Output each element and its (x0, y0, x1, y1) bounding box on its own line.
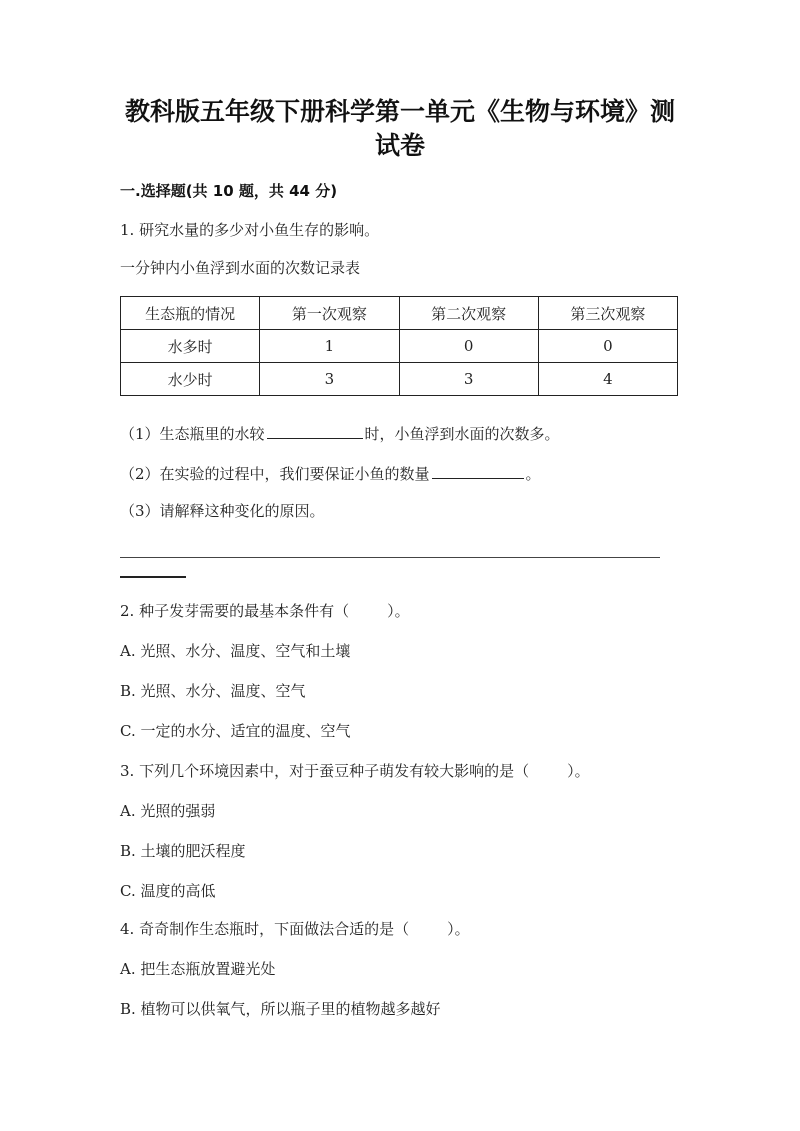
q3-option-a: A. 光照的强弱 (120, 802, 216, 820)
q1-subquestion-2 (120, 462, 541, 484)
table-row (121, 363, 678, 396)
document-title-line-2: 试卷 (374, 131, 425, 160)
table-cell: 3 (260, 363, 399, 396)
q1-sub2-text-before: （2）在实验的过程中，我们要保证小鱼的数量 (120, 465, 430, 483)
q2-stem (120, 601, 410, 621)
q3-stem-after: ）。 (567, 762, 590, 780)
table-header-cell: 生态瓶的情况 (121, 297, 260, 330)
q1-stem: 1. 研究水量的多少对小鱼生存的影响。 (120, 221, 380, 239)
table-cell: 0 (538, 330, 677, 363)
q2-option-c: C. 一定的水分、适宜的温度、空气 (120, 722, 351, 740)
q2-stem-after: ）。 (387, 602, 410, 620)
q2-option-b: B. 光照、水分、温度、空气 (120, 682, 306, 700)
q3-stem-before: 3. 下列几个环境因素中，对于蚕豆种子萌发有较大影响的是（ (120, 762, 530, 780)
q1-table-caption: 一分钟内小鱼浮到水面的次数记录表 (120, 259, 361, 277)
q1-subquestion-3: （3）请解释这种变化的原因。 (120, 502, 325, 520)
table-header-cell: 第二次观察 (399, 297, 538, 330)
q1-sub2-text-after: 。 (525, 465, 541, 483)
q4-option-a: A. 把生态瓶放置避光处 (120, 960, 276, 978)
table-cell: 4 (538, 363, 677, 396)
table-cell: 3 (399, 363, 538, 396)
observation-table (120, 296, 678, 396)
q1-answer-line-end (120, 576, 186, 578)
table-cell: 0 (399, 330, 538, 363)
document-title-line-1: 教科版五年级下册科学第一单元《生物与环境》测 (124, 97, 675, 126)
q3-option-c: C. 温度的高低 (120, 882, 216, 900)
table-header-row (121, 297, 678, 330)
q3-stem (120, 761, 590, 781)
q3-option-b: B. 土壤的肥沃程度 (120, 842, 246, 860)
table-row (121, 330, 678, 363)
q1-answer-line[interactable] (120, 557, 660, 558)
q4-stem-after: ）。 (447, 920, 470, 938)
table-cell: 水多时 (121, 330, 260, 363)
q2-stem-before: 2. 种子发芽需要的最基本条件有（ (120, 602, 350, 620)
q1-subquestion-1 (120, 422, 560, 444)
section-heading: 一.选择题(共 10 题，共 44 分) (120, 182, 338, 200)
table-cell: 水少时 (121, 363, 260, 396)
q4-stem (120, 919, 470, 939)
table-cell: 1 (260, 330, 399, 363)
q1-sub1-answer-blank[interactable] (267, 422, 363, 439)
q1-sub2-answer-blank[interactable] (432, 462, 524, 479)
q1-sub1-text-before: （1）生态瓶里的水较 (120, 425, 265, 443)
q4-option-b: B. 植物可以供氧气，所以瓶子里的植物越多越好 (120, 1000, 441, 1018)
q1-sub1-text-after: 时，小鱼浮到水面的次数多。 (364, 425, 560, 443)
table-header-cell: 第一次观察 (260, 297, 399, 330)
q4-stem-before: 4. 奇奇制作生态瓶时，下面做法合适的是（ (120, 920, 410, 938)
table-header-cell: 第三次观察 (538, 297, 677, 330)
q2-option-a: A. 光照、水分、温度、空气和土壤 (120, 642, 351, 660)
